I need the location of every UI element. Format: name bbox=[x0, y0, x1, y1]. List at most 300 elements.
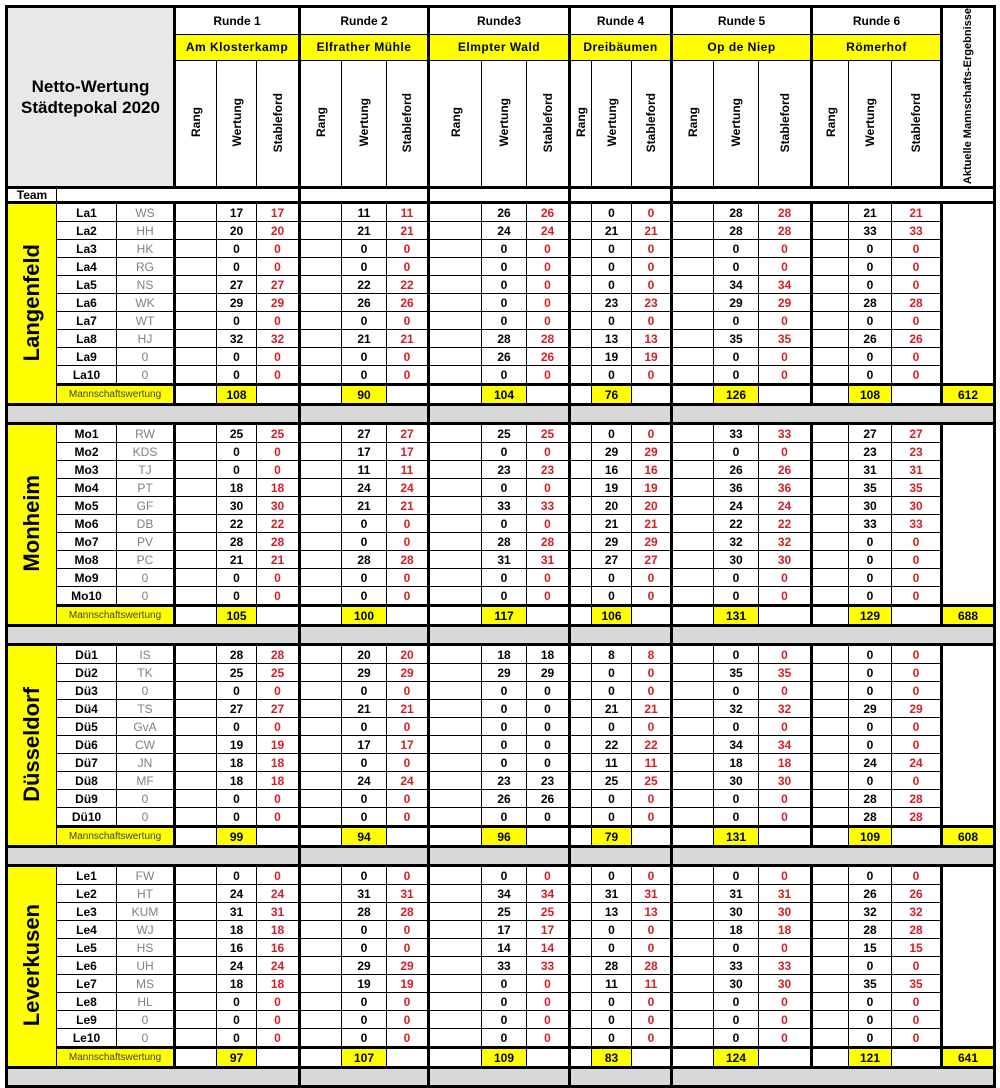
rang-cell bbox=[672, 808, 714, 827]
wertung-cell: 0 bbox=[482, 276, 527, 294]
wertung-cell: 0 bbox=[217, 312, 257, 330]
rang-cell bbox=[175, 772, 217, 790]
stableford-cell: 21 bbox=[257, 551, 300, 569]
player-row bbox=[7, 479, 995, 497]
wertung-cell: 0 bbox=[714, 866, 759, 885]
stableford-cell: 20 bbox=[632, 497, 672, 515]
player-name: CW bbox=[117, 736, 175, 754]
rang-cell bbox=[812, 366, 849, 385]
rang-cell bbox=[570, 885, 592, 903]
wertung-cell: 0 bbox=[714, 645, 759, 664]
stableford-cell: 0 bbox=[527, 682, 570, 700]
column-header-label: Stableford bbox=[909, 92, 923, 152]
rang-cell bbox=[175, 606, 217, 626]
rang-cell bbox=[175, 258, 217, 276]
rang-cell bbox=[300, 718, 342, 736]
column-header-label: Rang bbox=[448, 107, 463, 138]
player-row bbox=[7, 772, 995, 790]
rang-cell bbox=[812, 258, 849, 276]
player-row bbox=[7, 754, 995, 772]
wertung-cell: 0 bbox=[217, 240, 257, 258]
wertung-cell: 0 bbox=[342, 754, 387, 772]
wertung-cell: 0 bbox=[217, 718, 257, 736]
course-name: Dreibäumen bbox=[570, 34, 672, 60]
rang-cell bbox=[429, 921, 482, 939]
stableford-cell: 29 bbox=[257, 294, 300, 312]
separator bbox=[570, 847, 672, 866]
stableford-cell: 35 bbox=[892, 479, 942, 497]
stableford-cell: 0 bbox=[527, 366, 570, 385]
separator bbox=[300, 626, 429, 645]
rang-cell bbox=[300, 330, 342, 348]
stableford-cell: 0 bbox=[632, 682, 672, 700]
stableford-cell: 0 bbox=[759, 718, 812, 736]
rang-cell bbox=[300, 461, 342, 479]
wertung-cell: 0 bbox=[849, 533, 892, 551]
wertung-cell: 0 bbox=[714, 682, 759, 700]
stableford-cell: 18 bbox=[257, 479, 300, 497]
wertung-cell: 11 bbox=[592, 754, 632, 772]
team-name bbox=[7, 424, 57, 626]
rang-cell bbox=[429, 682, 482, 700]
team-name bbox=[7, 203, 57, 405]
wertung-cell: 0 bbox=[714, 240, 759, 258]
rang-cell bbox=[812, 551, 849, 569]
stableford-cell: 0 bbox=[759, 939, 812, 957]
stableford-cell: 0 bbox=[527, 1011, 570, 1029]
wertung-cell: 26 bbox=[849, 885, 892, 903]
wertung-cell: 0 bbox=[592, 424, 632, 443]
summary-blank bbox=[892, 606, 942, 626]
rang-cell bbox=[812, 312, 849, 330]
player-row bbox=[7, 222, 995, 240]
column-header-wertung bbox=[482, 60, 527, 187]
team-total: 688 bbox=[942, 606, 995, 626]
wertung-cell: 24 bbox=[217, 885, 257, 903]
column-header-rang bbox=[812, 60, 849, 187]
rang-cell bbox=[812, 827, 849, 847]
rang-cell bbox=[300, 645, 342, 664]
player-name: HT bbox=[117, 885, 175, 903]
player-id: Mo8 bbox=[57, 551, 117, 569]
stableford-cell: 28 bbox=[892, 294, 942, 312]
stableford-cell: 26 bbox=[527, 790, 570, 808]
player-id: Le6 bbox=[57, 957, 117, 975]
rang-cell bbox=[429, 240, 482, 258]
rang-cell bbox=[672, 754, 714, 772]
stableford-cell: 0 bbox=[527, 1029, 570, 1048]
stableford-cell: 23 bbox=[892, 443, 942, 461]
stableford-cell: 16 bbox=[632, 461, 672, 479]
rang-cell bbox=[570, 903, 592, 921]
rang-cell bbox=[300, 808, 342, 827]
round-label: Runde 2 bbox=[300, 7, 429, 35]
rang-cell bbox=[300, 294, 342, 312]
stableford-cell: 0 bbox=[257, 366, 300, 385]
column-header-stableford bbox=[257, 60, 300, 187]
stableford-cell: 29 bbox=[892, 700, 942, 718]
wertung-cell: 19 bbox=[217, 736, 257, 754]
rang-cell bbox=[175, 587, 217, 606]
rang-cell bbox=[570, 443, 592, 461]
team-row-blank bbox=[570, 188, 672, 203]
column-header-stableford bbox=[527, 60, 570, 187]
player-name: HS bbox=[117, 939, 175, 957]
stableford-cell: 22 bbox=[257, 515, 300, 533]
rang-cell bbox=[429, 957, 482, 975]
rang-cell bbox=[175, 330, 217, 348]
round-total: 126 bbox=[714, 385, 759, 405]
rang-cell bbox=[812, 569, 849, 587]
rang-cell bbox=[300, 1029, 342, 1048]
summary-blank bbox=[632, 385, 672, 405]
stableford-cell: 35 bbox=[759, 664, 812, 682]
stableford-cell: 26 bbox=[892, 330, 942, 348]
rang-cell bbox=[570, 479, 592, 497]
rang-cell bbox=[812, 700, 849, 718]
wertung-cell: 21 bbox=[592, 700, 632, 718]
total-header-label: Aktuelle Mannschafts-Ergebnisse bbox=[961, 8, 974, 185]
player-name: HL bbox=[117, 993, 175, 1011]
rang-cell bbox=[672, 312, 714, 330]
rang-cell bbox=[300, 276, 342, 294]
wertung-cell: 0 bbox=[342, 515, 387, 533]
wertung-cell: 17 bbox=[482, 921, 527, 939]
stableford-cell: 21 bbox=[387, 497, 429, 515]
wertung-cell: 18 bbox=[217, 975, 257, 993]
rang-cell bbox=[672, 645, 714, 664]
stableford-cell: 18 bbox=[257, 975, 300, 993]
stableford-cell: 0 bbox=[387, 515, 429, 533]
wertung-cell: 29 bbox=[342, 957, 387, 975]
summary-blank bbox=[759, 606, 812, 626]
stableford-cell: 0 bbox=[387, 1011, 429, 1029]
wertung-cell: 22 bbox=[342, 276, 387, 294]
rang-cell bbox=[570, 718, 592, 736]
wertung-cell: 0 bbox=[482, 587, 527, 606]
stableford-cell: 28 bbox=[387, 551, 429, 569]
rang-cell bbox=[429, 203, 482, 222]
player-id: La7 bbox=[57, 312, 117, 330]
stableford-cell: 0 bbox=[759, 348, 812, 366]
wertung-cell: 34 bbox=[482, 885, 527, 903]
rang-cell bbox=[175, 645, 217, 664]
rang-cell bbox=[300, 424, 342, 443]
wertung-cell: 0 bbox=[217, 569, 257, 587]
rang-cell bbox=[570, 975, 592, 993]
stableford-cell: 30 bbox=[759, 772, 812, 790]
wertung-cell: 0 bbox=[592, 664, 632, 682]
wertung-cell: 18 bbox=[217, 479, 257, 497]
wertung-cell: 15 bbox=[849, 939, 892, 957]
stableford-cell: 0 bbox=[527, 258, 570, 276]
rang-cell bbox=[570, 957, 592, 975]
stableford-cell: 30 bbox=[759, 975, 812, 993]
summary-blank bbox=[257, 1048, 300, 1068]
stableford-cell: 0 bbox=[759, 443, 812, 461]
wertung-cell: 28 bbox=[714, 203, 759, 222]
wertung-cell: 21 bbox=[592, 222, 632, 240]
rang-cell bbox=[300, 664, 342, 682]
separator bbox=[570, 405, 672, 424]
wertung-cell: 0 bbox=[482, 808, 527, 827]
stableford-cell: 21 bbox=[387, 700, 429, 718]
stableford-cell: 0 bbox=[527, 736, 570, 754]
player-id: La1 bbox=[57, 203, 117, 222]
stableford-cell: 21 bbox=[632, 700, 672, 718]
rang-cell bbox=[570, 569, 592, 587]
rang-cell bbox=[812, 808, 849, 827]
stableford-cell: 25 bbox=[257, 664, 300, 682]
wertung-cell: 0 bbox=[849, 772, 892, 790]
rang-cell bbox=[812, 664, 849, 682]
wertung-cell: 32 bbox=[849, 903, 892, 921]
wertung-cell: 0 bbox=[714, 569, 759, 587]
course-name: Elfrather Mühle bbox=[300, 34, 429, 60]
rang-cell bbox=[429, 754, 482, 772]
wertung-cell: 21 bbox=[592, 515, 632, 533]
stableford-cell: 26 bbox=[527, 348, 570, 366]
team-summary-row bbox=[7, 385, 995, 405]
stableford-cell: 0 bbox=[632, 203, 672, 222]
rang-cell bbox=[429, 645, 482, 664]
rang-cell bbox=[300, 569, 342, 587]
stableford-cell: 22 bbox=[387, 276, 429, 294]
player-id: Dü1 bbox=[57, 645, 117, 664]
stableford-cell: 31 bbox=[632, 885, 672, 903]
player-name: PT bbox=[117, 479, 175, 497]
player-name: WT bbox=[117, 312, 175, 330]
wertung-cell: 18 bbox=[217, 772, 257, 790]
wertung-cell: 16 bbox=[217, 939, 257, 957]
separator bbox=[672, 847, 995, 866]
summary-blank bbox=[527, 827, 570, 847]
rang-cell bbox=[175, 866, 217, 885]
player-name: RG bbox=[117, 258, 175, 276]
rang-cell bbox=[175, 808, 217, 827]
rang-cell bbox=[672, 515, 714, 533]
rang-cell bbox=[300, 903, 342, 921]
rang-cell bbox=[175, 700, 217, 718]
rang-cell bbox=[672, 664, 714, 682]
player-row bbox=[7, 240, 995, 258]
wertung-cell: 25 bbox=[592, 772, 632, 790]
rang-cell bbox=[175, 479, 217, 497]
team-header-row bbox=[7, 188, 995, 203]
stableford-cell: 0 bbox=[759, 1011, 812, 1029]
column-header-rang bbox=[672, 60, 714, 187]
rang-cell bbox=[300, 957, 342, 975]
header-row-rounds bbox=[7, 7, 995, 35]
player-row bbox=[7, 551, 995, 569]
rang-cell bbox=[672, 1029, 714, 1048]
rang-cell bbox=[812, 772, 849, 790]
stableford-cell: 31 bbox=[892, 461, 942, 479]
summary-blank bbox=[387, 1048, 429, 1068]
rang-cell bbox=[812, 957, 849, 975]
separator bbox=[7, 847, 300, 866]
rang-cell bbox=[672, 790, 714, 808]
player-row bbox=[7, 276, 995, 294]
rang-cell bbox=[812, 606, 849, 626]
rang-cell bbox=[570, 348, 592, 366]
rang-cell bbox=[672, 921, 714, 939]
stableford-cell: 0 bbox=[257, 718, 300, 736]
course-name: Op de Niep bbox=[672, 34, 812, 60]
wertung-cell: 0 bbox=[482, 479, 527, 497]
stableford-cell: 0 bbox=[257, 587, 300, 606]
rang-cell bbox=[429, 885, 482, 903]
player-row bbox=[7, 294, 995, 312]
round-total: 94 bbox=[342, 827, 387, 847]
wertung-cell: 0 bbox=[592, 921, 632, 939]
stableford-cell: 0 bbox=[257, 1029, 300, 1048]
stableford-cell: 0 bbox=[759, 366, 812, 385]
stableford-cell: 24 bbox=[527, 222, 570, 240]
wertung-cell: 31 bbox=[592, 885, 632, 903]
wertung-cell: 23 bbox=[849, 443, 892, 461]
column-header-wertung bbox=[342, 60, 387, 187]
stableford-cell: 0 bbox=[257, 348, 300, 366]
rang-cell bbox=[300, 348, 342, 366]
wertung-cell: 19 bbox=[342, 975, 387, 993]
stableford-cell: 0 bbox=[892, 569, 942, 587]
wertung-cell: 0 bbox=[342, 1011, 387, 1029]
summary-label: Mannschaftswertung bbox=[57, 827, 175, 847]
player-id: Dü4 bbox=[57, 700, 117, 718]
player-row bbox=[7, 664, 995, 682]
rang-cell bbox=[672, 366, 714, 385]
wertung-cell: 28 bbox=[849, 808, 892, 827]
rang-cell bbox=[672, 718, 714, 736]
column-header-wertung bbox=[592, 60, 632, 187]
column-header-label: Rang bbox=[189, 107, 203, 138]
rang-cell bbox=[812, 885, 849, 903]
player-row bbox=[7, 330, 995, 348]
wertung-cell: 0 bbox=[217, 587, 257, 606]
wertung-cell: 26 bbox=[482, 203, 527, 222]
wertung-cell: 0 bbox=[217, 443, 257, 461]
wertung-cell: 0 bbox=[217, 993, 257, 1011]
wertung-cell: 13 bbox=[592, 903, 632, 921]
wertung-cell: 27 bbox=[592, 551, 632, 569]
wertung-cell: 36 bbox=[714, 479, 759, 497]
rang-cell bbox=[175, 827, 217, 847]
player-name: GvA bbox=[117, 718, 175, 736]
stableford-cell: 21 bbox=[892, 203, 942, 222]
wertung-cell: 0 bbox=[482, 975, 527, 993]
rang-cell bbox=[300, 258, 342, 276]
rang-cell bbox=[672, 533, 714, 551]
stableford-cell: 0 bbox=[892, 866, 942, 885]
stableford-cell: 21 bbox=[632, 515, 672, 533]
wertung-cell: 0 bbox=[714, 312, 759, 330]
round-total: 121 bbox=[849, 1048, 892, 1068]
player-id: La3 bbox=[57, 240, 117, 258]
stableford-cell: 17 bbox=[257, 203, 300, 222]
rang-cell bbox=[429, 772, 482, 790]
player-name: 0 bbox=[117, 1011, 175, 1029]
rang-cell bbox=[300, 754, 342, 772]
wertung-cell: 0 bbox=[592, 993, 632, 1011]
column-header-rang bbox=[429, 60, 482, 187]
team-total: 608 bbox=[942, 827, 995, 847]
rang-cell bbox=[570, 551, 592, 569]
stableford-cell: 26 bbox=[527, 203, 570, 222]
team-name-label: Düsseldorf bbox=[19, 687, 44, 803]
rang-cell bbox=[812, 385, 849, 405]
round-total: 131 bbox=[714, 827, 759, 847]
rang-cell bbox=[429, 1011, 482, 1029]
stableford-cell: 0 bbox=[632, 276, 672, 294]
player-id: Mo10 bbox=[57, 587, 117, 606]
stableford-cell: 18 bbox=[759, 921, 812, 939]
wertung-cell: 33 bbox=[714, 424, 759, 443]
wertung-cell: 0 bbox=[714, 443, 759, 461]
rang-cell bbox=[429, 664, 482, 682]
rang-cell bbox=[570, 424, 592, 443]
wertung-cell: 16 bbox=[592, 461, 632, 479]
wertung-cell: 33 bbox=[849, 515, 892, 533]
stableford-cell: 0 bbox=[387, 682, 429, 700]
stableford-cell: 0 bbox=[527, 443, 570, 461]
rang-cell bbox=[672, 330, 714, 348]
rang-cell bbox=[672, 885, 714, 903]
rang-cell bbox=[300, 790, 342, 808]
column-header-label: Wertung bbox=[229, 98, 244, 147]
stableford-cell: 33 bbox=[759, 957, 812, 975]
rang-cell bbox=[429, 790, 482, 808]
wertung-cell: 30 bbox=[849, 497, 892, 515]
stableford-cell: 0 bbox=[759, 790, 812, 808]
stableford-cell: 29 bbox=[387, 957, 429, 975]
player-row bbox=[7, 348, 995, 366]
wertung-cell: 0 bbox=[849, 682, 892, 700]
rang-cell bbox=[429, 975, 482, 993]
wertung-cell: 0 bbox=[482, 240, 527, 258]
wertung-cell: 17 bbox=[217, 203, 257, 222]
wertung-cell: 25 bbox=[217, 424, 257, 443]
rang-cell bbox=[570, 1011, 592, 1029]
wertung-cell: 29 bbox=[217, 294, 257, 312]
rang-cell bbox=[300, 587, 342, 606]
stableford-cell: 18 bbox=[759, 754, 812, 772]
player-name: HK bbox=[117, 240, 175, 258]
rang-cell bbox=[812, 1011, 849, 1029]
stableford-cell: 0 bbox=[387, 790, 429, 808]
stableford-cell: 27 bbox=[632, 551, 672, 569]
player-name: DB bbox=[117, 515, 175, 533]
separator-row bbox=[7, 626, 995, 645]
player-row bbox=[7, 1011, 995, 1029]
wertung-cell: 17 bbox=[342, 736, 387, 754]
wertung-cell: 18 bbox=[217, 754, 257, 772]
wertung-cell: 0 bbox=[849, 569, 892, 587]
column-header-label: Rang bbox=[823, 107, 838, 138]
rang-cell bbox=[672, 975, 714, 993]
rang-cell bbox=[429, 736, 482, 754]
rang-cell bbox=[429, 276, 482, 294]
stableford-cell: 0 bbox=[759, 808, 812, 827]
column-header-label: Wertung bbox=[497, 98, 511, 147]
stableford-cell: 0 bbox=[387, 312, 429, 330]
team-summary-row bbox=[7, 1048, 995, 1068]
wertung-cell: 11 bbox=[592, 975, 632, 993]
wertung-cell: 0 bbox=[342, 533, 387, 551]
rang-cell bbox=[175, 718, 217, 736]
stableford-cell: 24 bbox=[387, 479, 429, 497]
rang-cell bbox=[300, 885, 342, 903]
